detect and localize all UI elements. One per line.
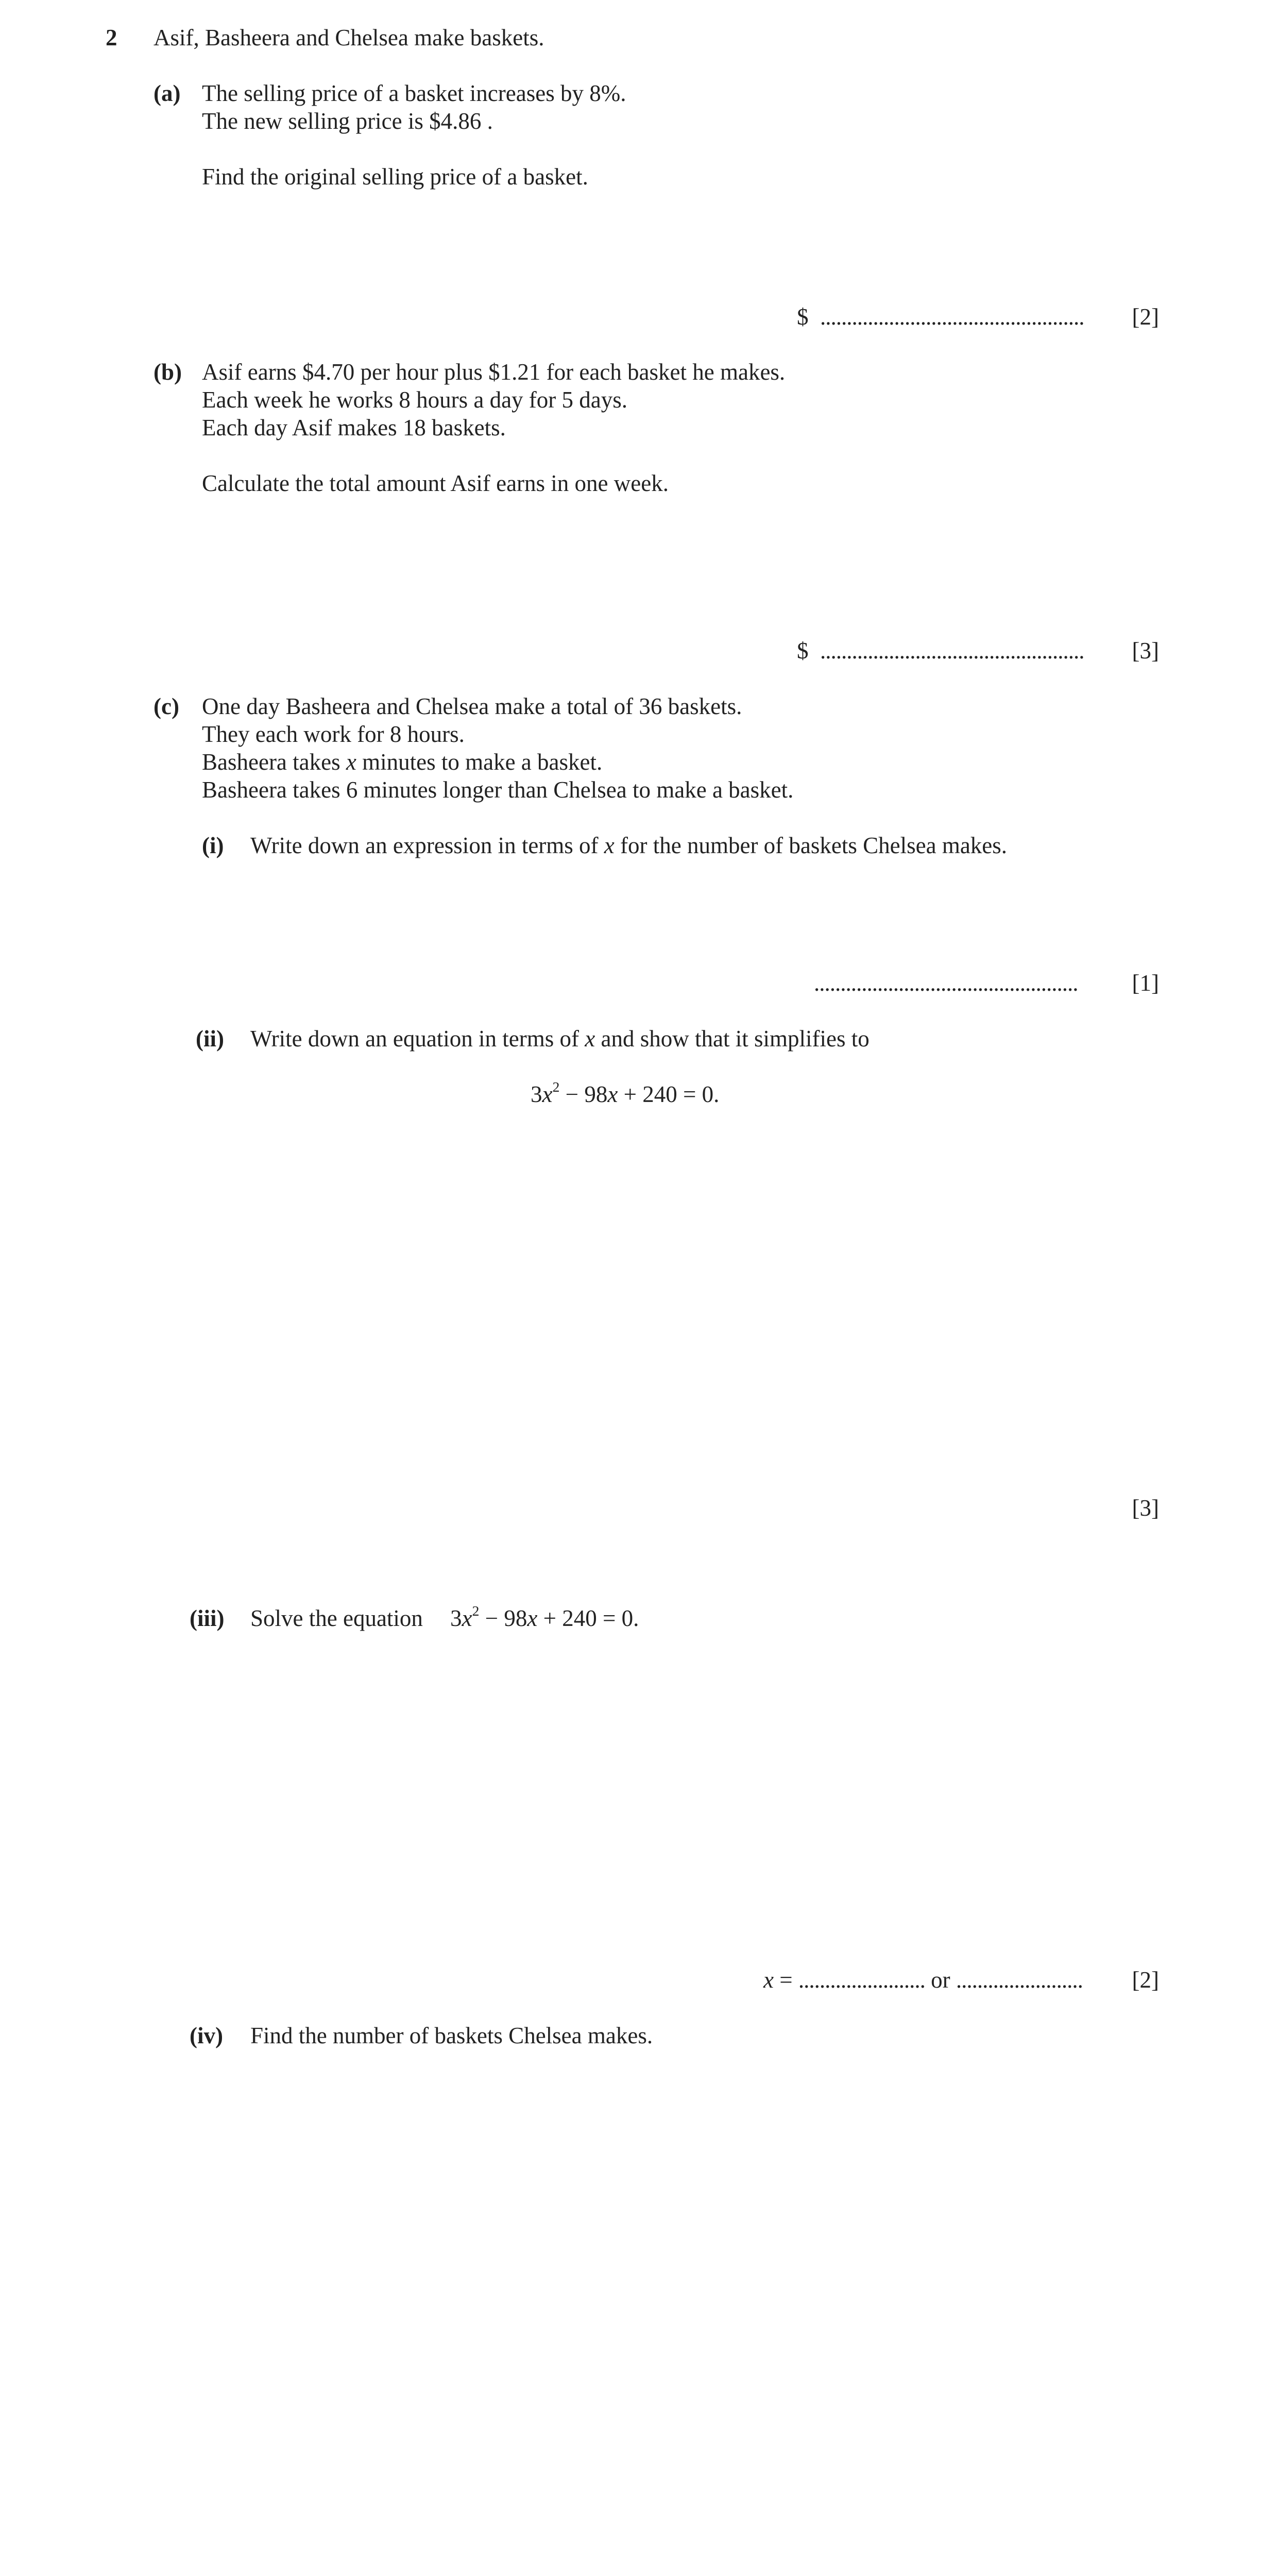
part-c-i-answer-line[interactable]: .................................................. [814, 970, 1078, 996]
part-c-iii-answer-line-2[interactable]: ........................ [956, 1967, 1083, 1993]
part-c-i-text: Write down an expression in terms of x for the number of baskets Chelsea makes. [250, 833, 1008, 858]
part-c-ii-text: Write down an equation in terms of x and show that it simplifies to [250, 1026, 870, 1052]
part-a-instruction: Find the original selling price of a basket. [202, 164, 588, 190]
question-intro: Asif, Basheera and Chelsea make baskets. [154, 25, 544, 50]
part-a-answer-line[interactable]: .................................................. [820, 304, 1084, 330]
part-b-line-1: Asif earns $4.70 per hour plus $1.21 for each basket he makes. [202, 359, 786, 385]
part-a-line-1: The selling price of a basket increases by 8%. [202, 80, 626, 106]
part-c-iii-answer: x = ........................ or ........................ [763, 1967, 1083, 1993]
part-b-marks: [3] [1132, 638, 1159, 664]
part-a-marks: [2] [1132, 304, 1159, 330]
question-number: 2 [106, 25, 117, 50]
part-c-label: (c) [154, 693, 179, 719]
part-b-answer-prefix: $ [797, 638, 809, 664]
part-c-iii-label: (iii) [190, 1605, 225, 1631]
part-b-label: (b) [154, 359, 182, 385]
part-c-ii-label: (ii) [196, 1026, 224, 1052]
part-b-answer-line[interactable]: .................................................. [820, 638, 1084, 664]
part-c-iv-text: Find the number of baskets Chelsea makes. [250, 2023, 653, 2048]
part-c-iii-text: Solve the equation [250, 1605, 423, 1631]
part-c-iv-label: (iv) [190, 2023, 223, 2048]
part-c-iii-equation: $3x^2 - 98x + 240 = 0$. [450, 1603, 639, 1631]
part-a-answer-prefix: $ [797, 304, 809, 330]
part-b-instruction: Calculate the total amount Asif earns in one week. [202, 470, 669, 496]
part-c-iii-marks: [2] [1132, 1967, 1159, 1993]
part-c-iii-answer-line-1[interactable]: ........................ [798, 1967, 925, 1993]
part-c-line-4: Basheera takes 6 minutes longer than Chelsea to make a basket. [202, 777, 794, 803]
part-c-line-2: They each work for 8 hours. [202, 721, 465, 747]
part-c-line-1: One day Basheera and Chelsea make a total of 36 baskets. [202, 693, 742, 719]
part-c-ii-marks: [3] [1132, 1495, 1159, 1521]
part-c-i-marks: [1] [1132, 970, 1159, 996]
part-b-line-3: Each day Asif makes 18 baskets. [202, 415, 506, 440]
part-a-line-2: The new selling price is $4.86 . [202, 108, 493, 134]
part-c-line-3: Basheera takes x minutes to make a basket. [202, 749, 603, 775]
part-a-label: (a) [154, 80, 181, 106]
part-c-ii-equation: $3x^2 - 98x + 240 = 0$. [531, 1079, 720, 1107]
part-c-i-label: (i) [202, 833, 224, 858]
part-b-line-2: Each week he works 8 hours a day for 5 days. [202, 387, 627, 413]
